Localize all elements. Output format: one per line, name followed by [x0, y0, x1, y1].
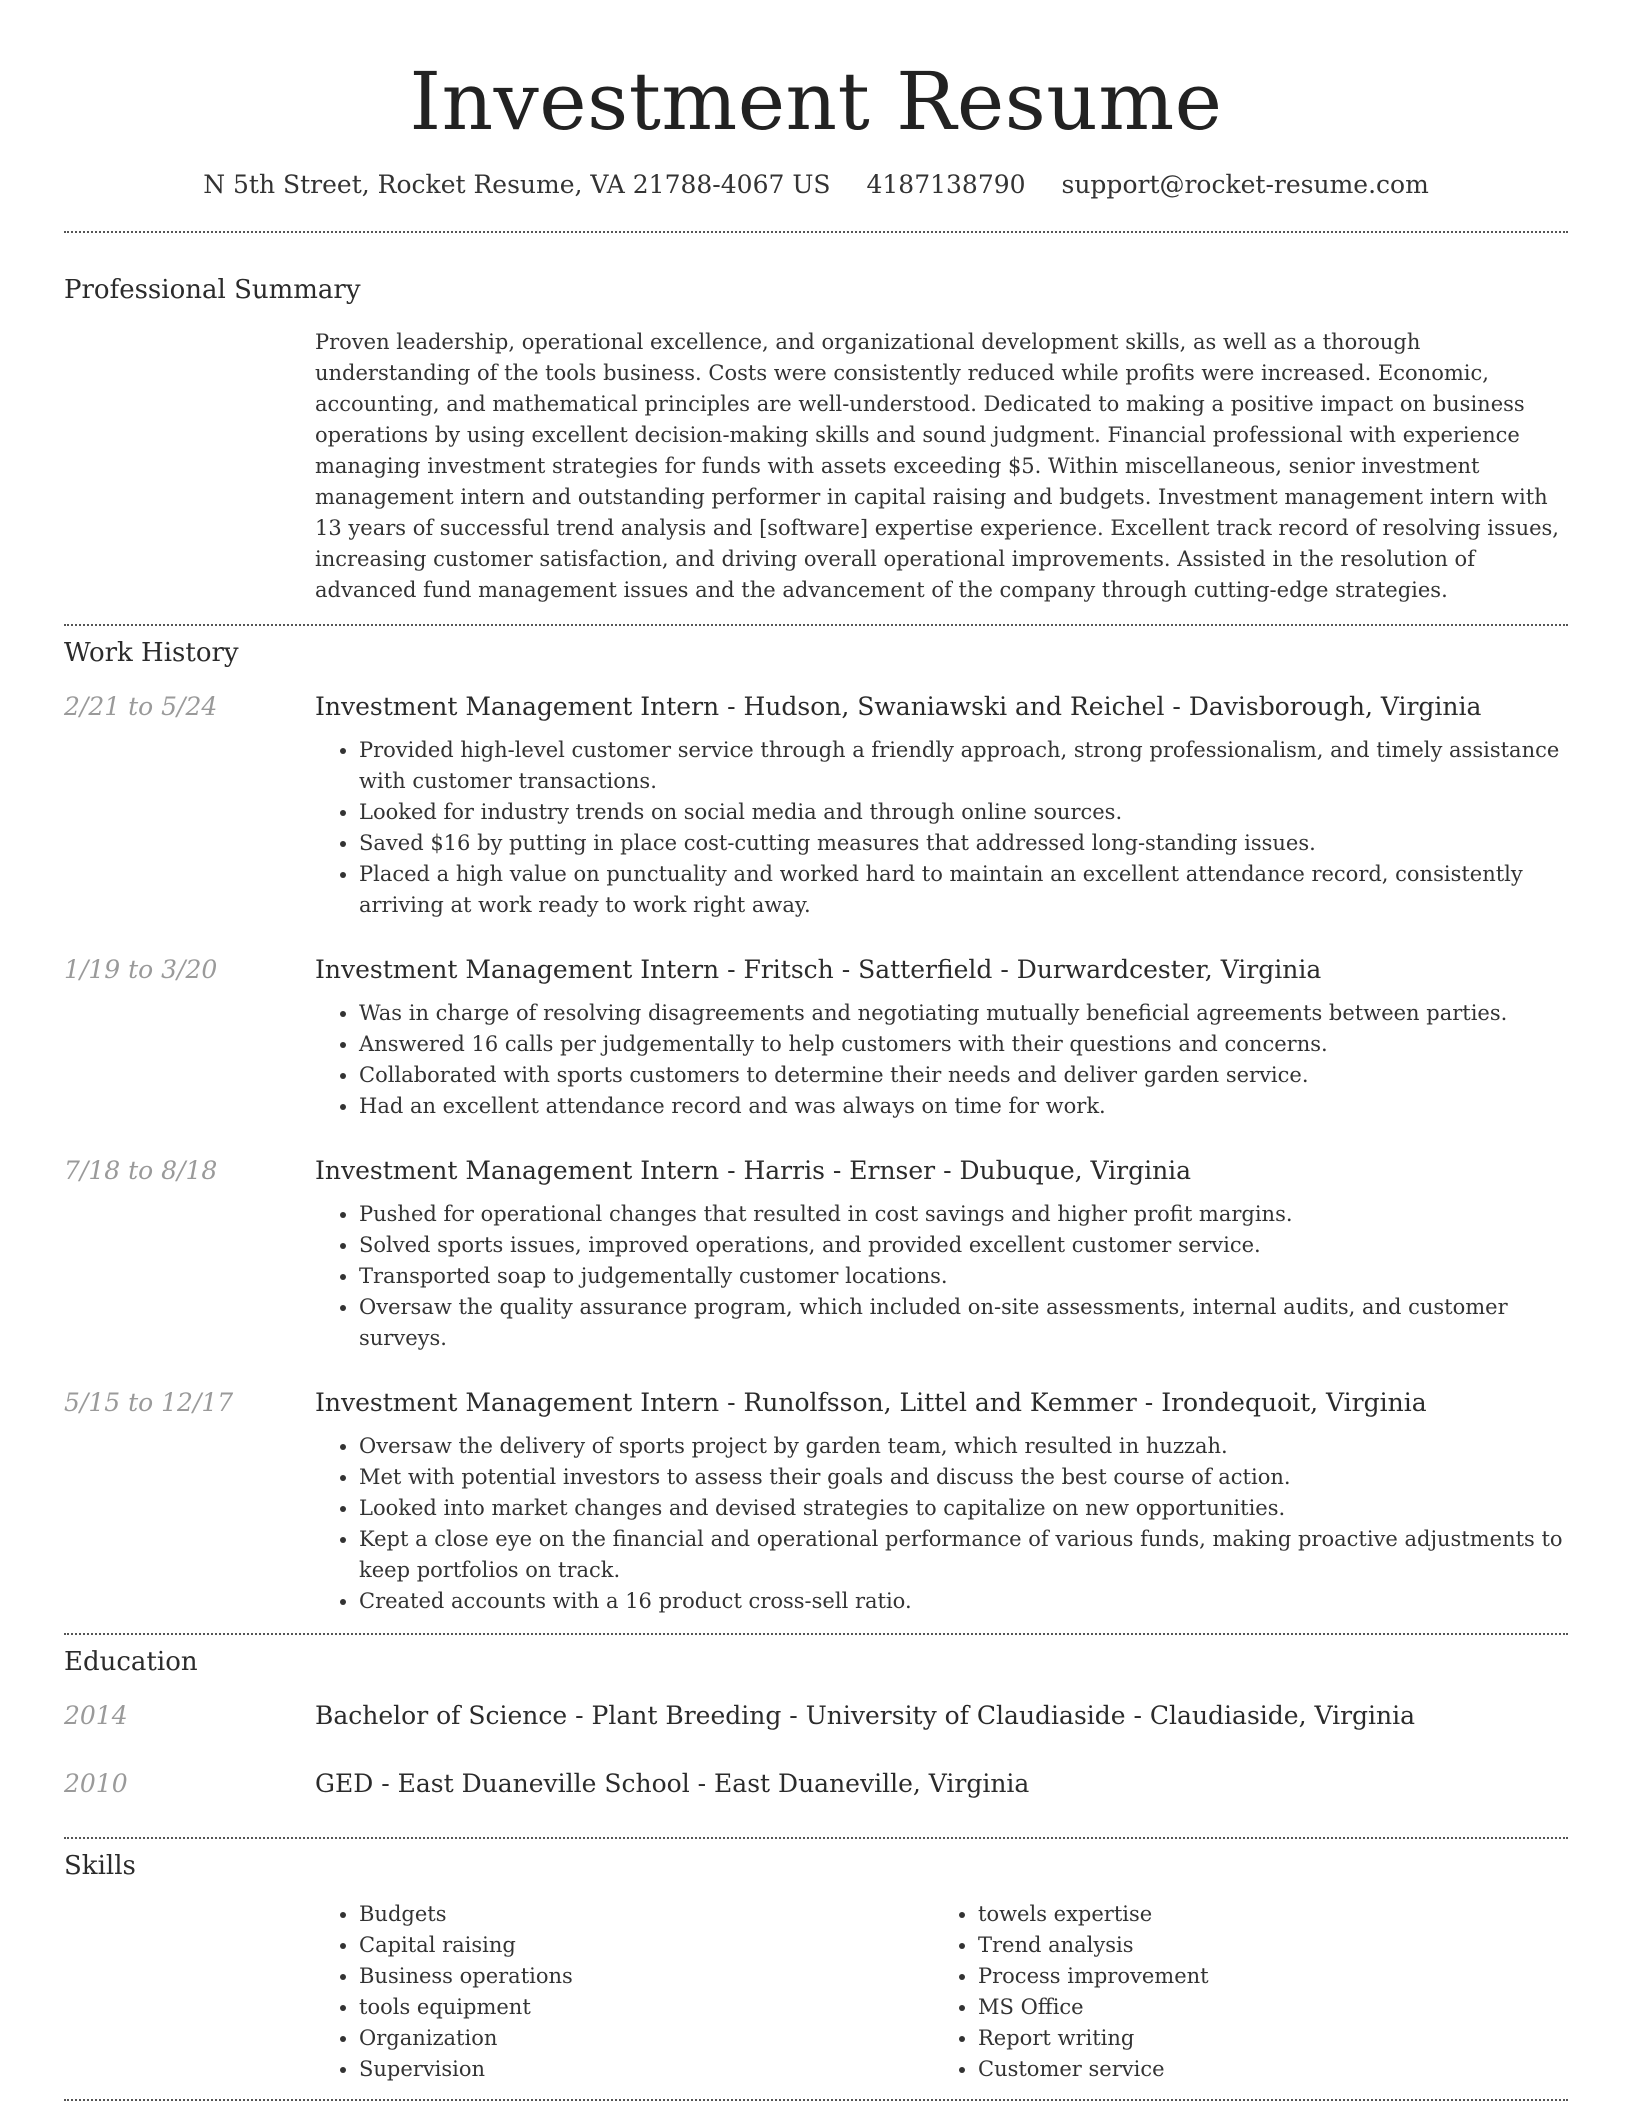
list-item: • Placed a high value on punctuality and worked hard to maintain an excellent attendance record, consistently arriving at work ready to work right away. — [359, 859, 1568, 921]
job-entry — [64, 1156, 1568, 1354]
list-item: • tools equipment — [359, 1992, 934, 2023]
job-entry — [64, 692, 1568, 921]
email-text: support@rocket-resume.com — [1061, 170, 1429, 199]
page-title: Investment Resume — [409, 55, 1223, 148]
list-item: • Oversaw the quality assurance program, which included on-site assessments, internal audits, and customer surveys. — [359, 1292, 1568, 1354]
list-item: • Organization — [359, 2023, 934, 2054]
list-item: • Capital raising — [359, 1930, 934, 1961]
list-item: • Looked for industry trends on social media and through online sources. — [359, 797, 1568, 828]
address-text: N 5th Street, Rocket Resume, VA 21788-4067 US — [203, 170, 831, 199]
education-year: 2014 — [64, 1701, 128, 1730]
job-title: Investment Management Intern - Runolfsson, Littel and Kemmer - Irondequoit, Virginia — [315, 1388, 1427, 1417]
list-item: • Customer service — [978, 2054, 1553, 2085]
list-item: • towels expertise — [978, 1899, 1553, 1930]
work-history-heading: Work History — [64, 638, 239, 668]
skills-list-left — [315, 1899, 934, 2085]
phone-text: 4187138790 — [866, 170, 1026, 199]
job-dates: 5/15 to 12/17 — [64, 1388, 234, 1417]
job-title: Investment Management Intern - Harris - Ernser - Dubuque, Virginia — [315, 1156, 1192, 1185]
list-item: • Looked into market changes and devised strategies to capitalize on new opportunities. — [359, 1493, 1568, 1524]
list-item: • Process improvement — [978, 1961, 1553, 1992]
list-item: • Pushed for operational changes that resulted in cost savings and higher profit margins. — [359, 1199, 1568, 1230]
list-item: • Supervision — [359, 2054, 934, 2085]
list-item: • Had an excellent attendance record and was always on time for work. — [359, 1091, 1568, 1122]
resume-page — [64, 0, 1568, 2101]
contact-line — [64, 170, 1568, 199]
education-heading: Education — [64, 1647, 198, 1677]
list-item: • Was in charge of resolving disagreements and negotiating mutually beneficial agreements between parties. — [359, 998, 1568, 1029]
job-title: Investment Management Intern - Fritsch - Satterfield - Durwardcester, Virginia — [315, 955, 1322, 984]
list-item: • Created accounts with a 16 product cross-sell ratio. — [359, 1586, 1568, 1617]
list-item: • Solved sports issues, improved operations, and provided excellent customer service. — [359, 1230, 1568, 1261]
list-item: • Collaborated with sports customers to determine their needs and deliver garden service. — [359, 1060, 1568, 1091]
job-bullets — [359, 998, 1568, 1122]
list-item: • Transported soap to judgementally customer locations. — [359, 1261, 1568, 1292]
job-bullets — [359, 1431, 1568, 1617]
divider — [64, 2099, 1568, 2101]
list-item: • Kept a close eye on the financial and operational performance of various funds, making proactive adjustments to keep portfolios on track. — [359, 1524, 1568, 1586]
job-dates: 1/19 to 3/20 — [64, 955, 218, 984]
education-text: GED - East Duaneville School - East Duaneville, Virginia — [315, 1769, 1030, 1798]
education-year: 2010 — [64, 1769, 128, 1798]
job-title: Investment Management Intern - Hudson, Swaniawski and Reichel - Davisborough, Virginia — [315, 692, 1482, 721]
list-item: • Met with potential investors to assess their goals and discuss the best course of action. — [359, 1462, 1568, 1493]
job-entry — [64, 955, 1568, 1122]
job-bullets — [359, 1199, 1568, 1354]
list-item: • Oversaw the delivery of sports project by garden team, which resulted in huzzah. — [359, 1431, 1568, 1462]
list-item: • Provided high-level customer service through a friendly approach, strong professionalism, and timely assistance with customer transactions. — [359, 735, 1568, 797]
list-item: • Report writing — [978, 2023, 1553, 2054]
summary-text: Proven leadership, operational excellence, and organizational development skills, as well as a thorough understanding of the tools business. Costs were consistently reduced while profits were increased. Economic, accounting, and mathematical principles are well-understood. Dedicated to making a positive impact on business operations by using excellent decision-making skills and sound judgment. Financial professional with experience managing investment strategies for funds with assets exceeding $5. Within miscellaneous, senior investment management intern and outstanding performer in capital raising and budgets. Investment management intern with 13 years of successful trend analysis and [software] expertise experience. Excellent track record of resolving issues, increasing customer satisfaction, and driving overall operational improvements. Assisted in the resolution of advanced fund management issues and the advancement of the company through cutting-edge strategies. — [315, 330, 1559, 602]
education-entry — [64, 1701, 1568, 1769]
education-entry — [64, 1769, 1568, 1837]
list-item: • Business operations — [359, 1961, 934, 1992]
skills-heading: Skills — [64, 1851, 136, 1881]
job-entry — [64, 1388, 1568, 1617]
summary-heading: Professional Summary — [64, 275, 361, 305]
list-item: • Saved $16 by putting in place cost-cutting measures that addressed long-standing issues. — [359, 828, 1568, 859]
job-dates: 7/18 to 8/18 — [64, 1156, 218, 1185]
list-item: • Answered 16 calls per judgementally to help customers with their questions and concerns. — [359, 1029, 1568, 1060]
job-bullets — [359, 735, 1568, 921]
list-item: • Budgets — [359, 1899, 934, 1930]
list-item: • Trend analysis — [978, 1930, 1553, 1961]
education-text: Bachelor of Science - Plant Breeding - University of Claudiaside - Claudiaside, Virginia — [315, 1701, 1416, 1730]
skills-columns — [315, 1899, 1568, 2085]
list-item: • MS Office — [978, 1992, 1553, 2023]
job-dates: 2/21 to 5/24 — [64, 692, 218, 721]
skills-list-right — [934, 1899, 1553, 2085]
